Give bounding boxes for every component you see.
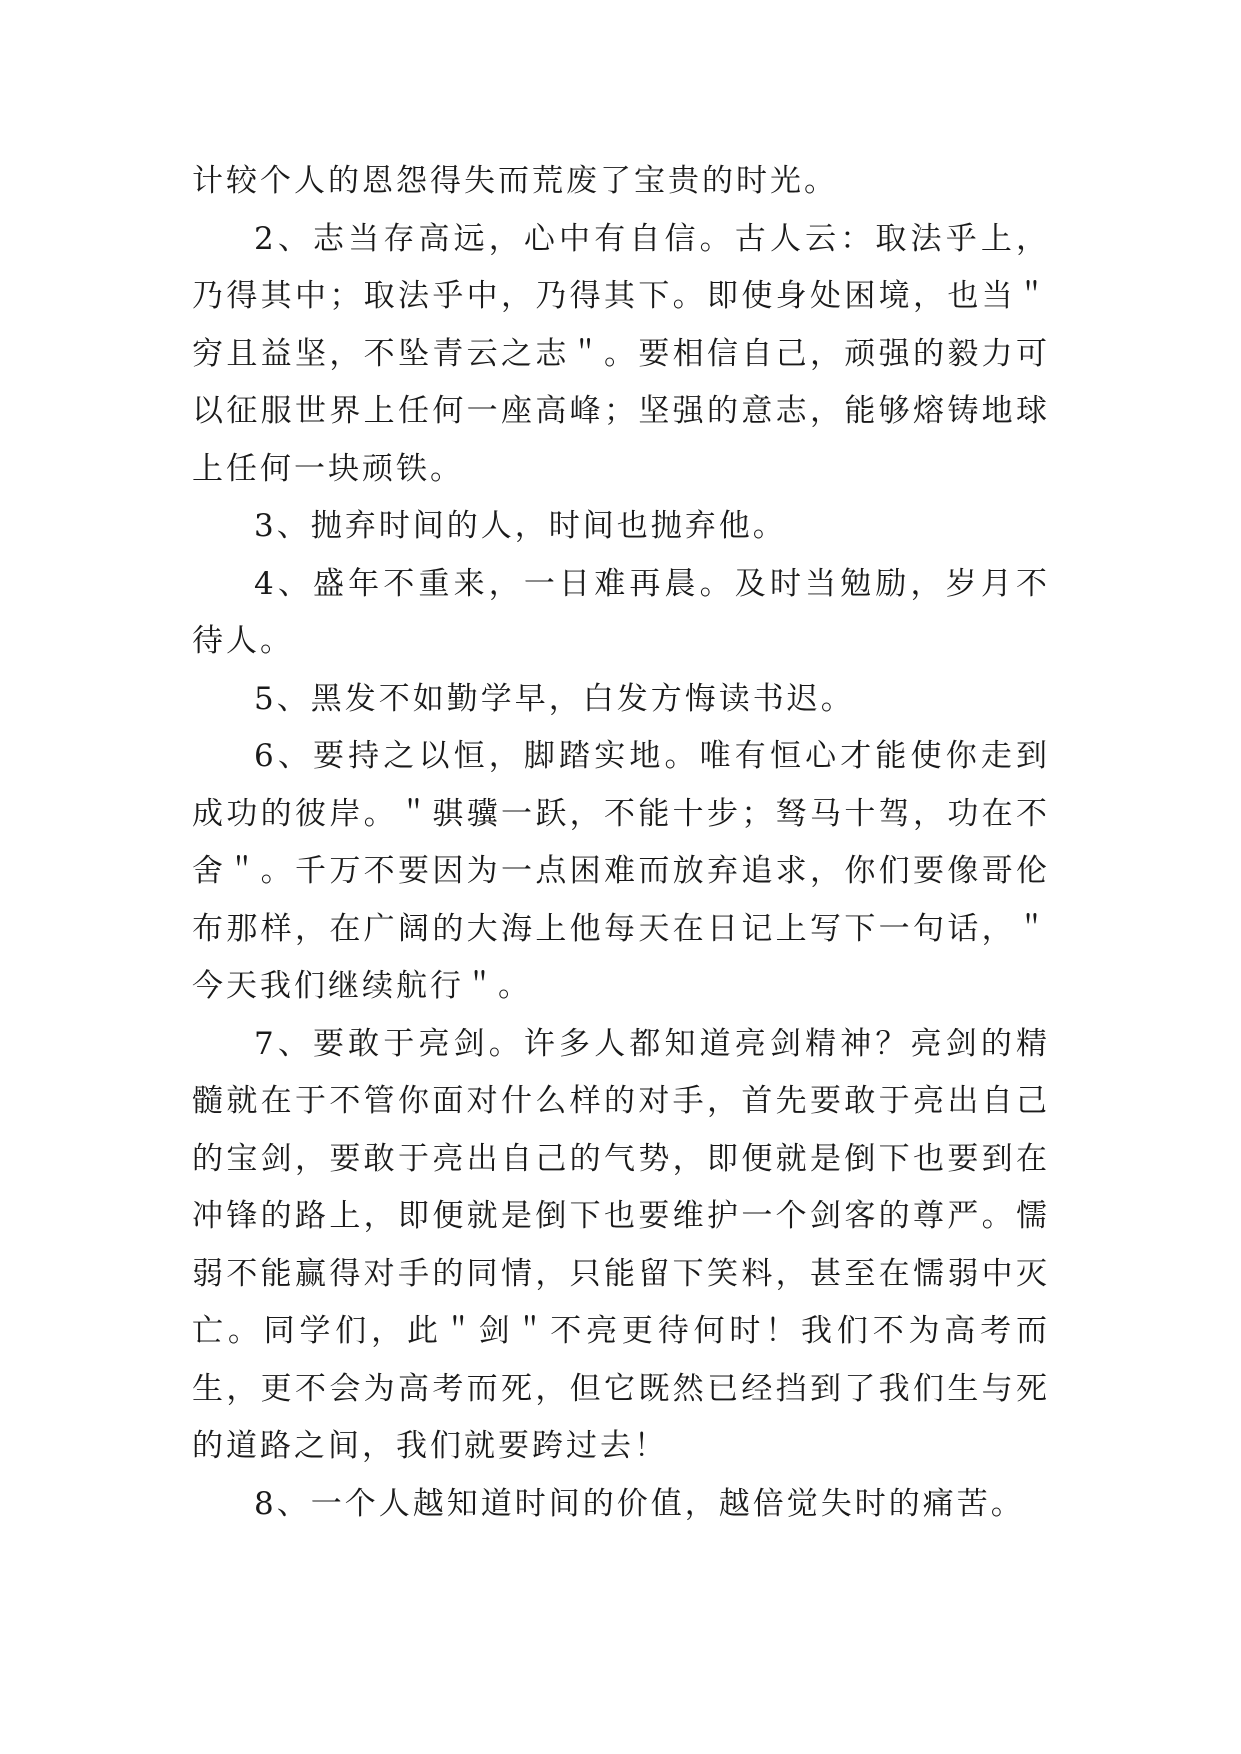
paragraph-item-8: 8、一个人越知道时间的价值，越倍觉失时的痛苦。 (254, 1485, 1025, 1522)
paragraph-item-6: 6、要持之以恒，脚踏实地。唯有恒心才能使你走到成功的彼岸。＂骐骥一跃，不能十步；驽马十驾，功在不舍＂。千万不要因为一点困难而放弃追求，你们要像哥伦布那样，在广阔的大海上他每天在日记上写下一句话，＂今天我们继续航行＂。 (192, 738, 1050, 1004)
paragraph-item-3: 3、抛弃时间的人，时间也抛弃他。 (254, 508, 787, 544)
paragraph-item-4: 4、盛年不重来，一日难再晨。及时当勉励，岁月不待人。 (192, 565, 1050, 659)
paragraph-item-7: 7、要敢于亮剑。许多人都知道亮剑精神？亮剑的精髓就在于不管你面对什么样的对手，首先要敢于亮出自己的宝剑，要敢于亮出自己的气势，即便就是倒下也要到在冲锋的路上，即便就是倒下也要维护一个剑客的尊严。懦弱不能赢得对手的同情，只能留下笑料，甚至在懦弱中灭亡。同学们，此＂剑＂不亮更待何时！我们不为高考而生，更不会为高考而死，但它既然已经挡到了我们生与死的道路之间，我们就要跨过去！ (192, 1025, 1050, 1464)
paragraph-item-2: 2、志当存高远，心中有自信。古人云：取法乎上，乃得其中；取法乎中，乃得其下。即使身处困境，也当＂穷且益坚，不坠青云之志＂。要相信自己，顽强的毅力可以征服世界上任何一座高峰；坚强的意志，能够熔铸地球上任何一块顽铁。 (192, 220, 1050, 487)
paragraph-item-5: 5、黑发不如勤学早，白发方悔读书迟。 (254, 680, 855, 717)
paragraph-continuation: 计较个人的恩怨得失而荒废了宝贵的时光。 (192, 163, 838, 199)
document-body (192, 153, 1050, 1533)
